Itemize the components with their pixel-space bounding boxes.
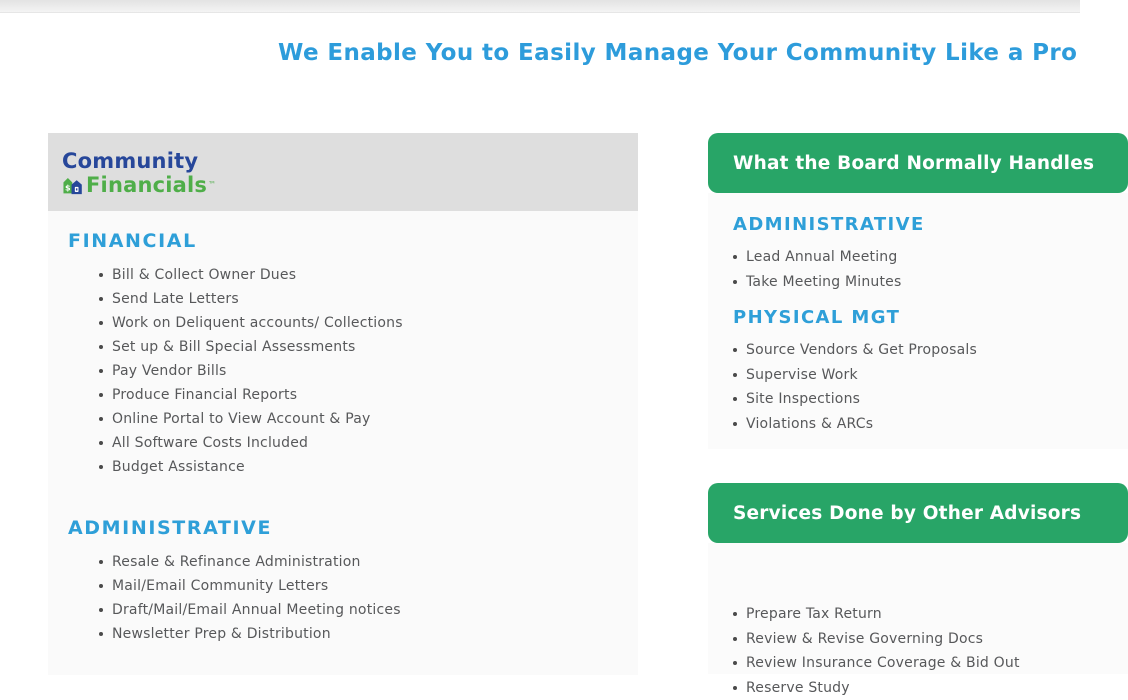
list-item: Draft/Mail/Email Annual Meeting notices	[99, 598, 638, 622]
list-item: Bill & Collect Owner Dues	[99, 263, 638, 287]
advisors-list	[733, 602, 1128, 700]
advisors-panel-header: Services Done by Other Advisors	[708, 483, 1128, 543]
section-heading-financial: FINANCIAL	[68, 231, 638, 251]
list-item: Pay Vendor Bills	[99, 359, 638, 383]
board-administrative-list	[733, 245, 1128, 294]
list-item: Source Vendors & Get Proposals	[733, 338, 1128, 363]
list-item: Lead Annual Meeting	[733, 245, 1128, 270]
community-financials-card	[48, 133, 638, 675]
financial-list	[99, 263, 638, 479]
board-heading-physical-mgt: PHYSICAL MGT	[733, 308, 1128, 327]
board-panel	[708, 133, 1128, 449]
top-gradient-bar	[0, 0, 1080, 13]
section-heading-administrative: ADMINISTRATIVE	[68, 518, 638, 538]
logo-word-financials: Financials	[86, 173, 207, 197]
list-item: Prepare Tax Return	[733, 602, 1128, 627]
list-item: Violations & ARCs	[733, 412, 1128, 437]
advisors-panel-body	[708, 543, 1128, 674]
board-panel-body	[708, 193, 1128, 449]
list-item: Budget Assistance	[99, 455, 638, 479]
card-logo-header	[48, 133, 638, 211]
logo-house-dollar-icon	[62, 175, 84, 195]
list-item: Review & Revise Governing Docs	[733, 627, 1128, 652]
logo-word-community: Community	[62, 149, 638, 173]
list-item: Send Late Letters	[99, 287, 638, 311]
board-physical-mgt-list	[733, 338, 1128, 436]
list-item: Newsletter Prep & Distribution	[99, 622, 638, 646]
board-heading-administrative: ADMINISTRATIVE	[733, 215, 1128, 234]
list-item: Resale & Refinance Administration	[99, 550, 638, 574]
svg-text:$: $	[65, 184, 71, 193]
list-item: Mail/Email Community Letters	[99, 574, 638, 598]
list-item: Online Portal to View Account & Pay	[99, 407, 638, 431]
list-item: All Software Costs Included	[99, 431, 638, 455]
logo-trademark: ™	[208, 173, 216, 197]
list-item: Review Insurance Coverage & Bid Out	[733, 651, 1128, 676]
advisors-panel	[708, 483, 1128, 674]
list-item: Take Meeting Minutes	[733, 270, 1128, 295]
card-body	[48, 211, 638, 646]
board-panel-header: What the Board Normally Handles	[708, 133, 1128, 193]
administrative-list	[99, 550, 638, 646]
list-item: Reserve Study	[733, 676, 1128, 700]
list-item: Produce Financial Reports	[99, 383, 638, 407]
list-item: Work on Deliquent accounts/ Collections	[99, 311, 638, 335]
page-title: We Enable You to Easily Manage Your Community Like a Pro	[278, 40, 1077, 66]
list-item: Site Inspections	[733, 387, 1128, 412]
list-item: Set up & Bill Special Assessments	[99, 335, 638, 359]
list-item: Supervise Work	[733, 363, 1128, 388]
